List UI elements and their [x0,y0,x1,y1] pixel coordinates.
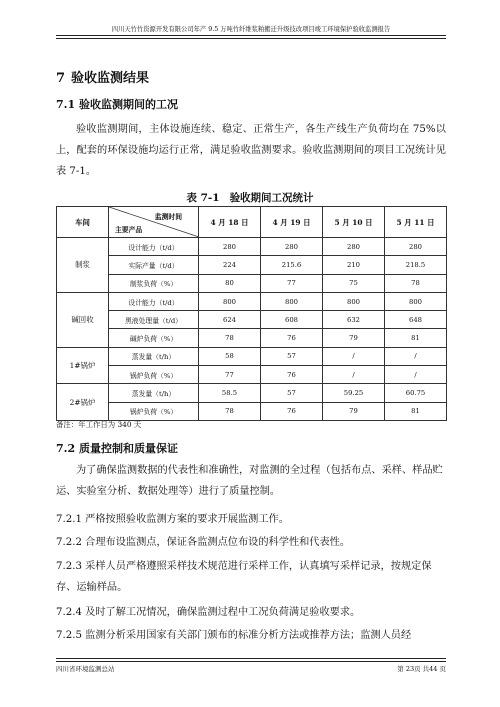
footer-org: 四川省环境监测总站 [56,665,115,673]
value-cell: 215.6 [261,256,323,274]
workshop-cell: 碱回收 [57,292,109,347]
item-cell: 锅炉负荷（%） [109,366,199,384]
value-cell: 800 [323,292,385,310]
section-title: 验收监测结果 [71,71,150,86]
footer-page-number: 第 23页 共44 页 [397,665,446,673]
value-cell: 800 [385,292,447,310]
subsection-7-2-intro: 为了确保监测数据的代表性和准确性，对监测的全过程（包括布点、采样、样品贮运、实验室分析、数据处理等）进行了质量控制。 [56,465,443,497]
workshop-cell: 1#锅炉 [57,347,109,384]
table-row [57,402,447,420]
value-cell: 280 [385,238,447,256]
value-cell: 78 [199,402,261,420]
value-cell: 78 [199,329,261,347]
value-cell: 624 [199,311,261,329]
section-heading [56,67,149,86]
item-cell: 蒸发量（t/h） [109,347,199,365]
header-date: 4 月 18 日 [199,207,261,238]
value-cell: 800 [199,292,261,310]
table-row [57,274,447,292]
value-cell: 608 [261,311,323,329]
value-cell: 280 [323,238,385,256]
table-row [57,292,447,310]
item-cell: 设计能力（t/d） [109,292,199,310]
page-header: 四川天竹竹资源开发有限公司年产 9.5 万吨竹纤维浆粕搬迁升级技改项目竣工环境保护验收监测报告 [56,24,446,36]
header-workshop: 车间 [57,207,109,238]
value-cell: 632 [323,311,385,329]
value-cell: 58 [199,347,261,365]
page-footer [56,661,446,673]
item-cell: 锅炉负荷（%） [109,402,199,420]
value-cell: 76 [261,366,323,384]
workload-table [56,206,447,421]
table-caption-number: 表 7-1 [186,192,220,204]
qc-item: 7.2.5 监测分析采用国家有关部门颁布的标准分析方法或推荐方法；监测人员经 [56,630,412,641]
table-note: 备注：年工作日为 340 天 [56,420,142,429]
value-cell: 80 [199,274,261,292]
value-cell: 81 [385,402,447,420]
value-cell: / [323,366,385,384]
item-cell: 设计能力（t/d） [109,238,199,256]
item-cell: 碱炉负荷（%） [109,329,199,347]
table-row [57,256,447,274]
workshop-cell: 制浆 [57,238,109,293]
qc-item: 7.2.4 及时了解工况情况，确保监测过程中工况负荷满足验收要求。 [56,607,361,618]
value-cell: 75 [323,274,385,292]
header-monitor-time: 监测时间 [154,213,182,221]
table-row [57,238,447,256]
table-row [57,366,447,384]
value-cell: 210 [323,256,385,274]
value-cell: / [385,366,447,384]
section-number: 7 [56,71,66,86]
value-cell: 77 [261,274,323,292]
subsection-7-1-paragraph: 验收监测期间，主体设施连续、稳定、正常生产，各生产线生产负荷均在 75%以上，配套的环保设施均运行正常，满足验收监测要求。验收监测期间的项目工况统计见表 7-1。 [56,124,446,177]
item-cell: 蒸发量（t/h） [109,384,199,402]
value-cell: 800 [261,292,323,310]
value-cell: 57 [261,347,323,365]
value-cell: / [385,347,447,365]
header-main-product: 主要产品 [115,226,143,234]
table-caption-title: 验收期间工况统计 [229,192,314,204]
item-cell: 实际产量（t/d） [109,256,199,274]
value-cell: 58.5 [199,384,261,402]
table-row [57,384,447,402]
header-date: 4 月 19 日 [261,207,323,238]
value-cell: 280 [199,238,261,256]
value-cell: 218.5 [385,256,447,274]
table-row [57,311,447,329]
value-cell: 648 [385,311,447,329]
header-date: 5 月 11 日 [385,207,447,238]
item-cell: 制浆负荷（%） [109,274,199,292]
value-cell: 79 [323,402,385,420]
value-cell: 280 [261,238,323,256]
value-cell: 57 [261,384,323,402]
header-date: 5 月 10 日 [323,207,385,238]
qc-item: 7.2.3 采样人员严格遵照采样技术规范进行采样工作，认真填写采样记录，按规定保存、运输样品。 [56,561,432,593]
value-cell: 81 [385,329,447,347]
diagonal-header-cell [109,207,199,238]
value-cell: 79 [323,329,385,347]
value-cell: 76 [261,402,323,420]
value-cell: 224 [199,256,261,274]
value-cell: 60.75 [385,384,447,402]
table-row [57,329,447,347]
value-cell: 78 [385,274,447,292]
table-row [57,347,447,365]
table-caption [0,190,500,205]
qc-item: 7.2.1 严格按照验收监测方案的要求开展监测工作。 [56,514,289,525]
value-cell: / [323,347,385,365]
value-cell: 76 [261,329,323,347]
qc-item: 7.2.2 合理布设监测点，保证各监测点位布设的科学性和代表性。 [56,537,351,548]
workshop-cell: 2#锅炉 [57,384,109,421]
subsection-7-2-title: 7.2 质量控制和质量保证 [56,442,178,455]
value-cell: 77 [199,366,261,384]
item-cell: 黑液处理量（t/d） [109,311,199,329]
value-cell: 59.25 [323,384,385,402]
subsection-7-1-title: 7.1 验收监测期间的工况 [56,98,178,111]
